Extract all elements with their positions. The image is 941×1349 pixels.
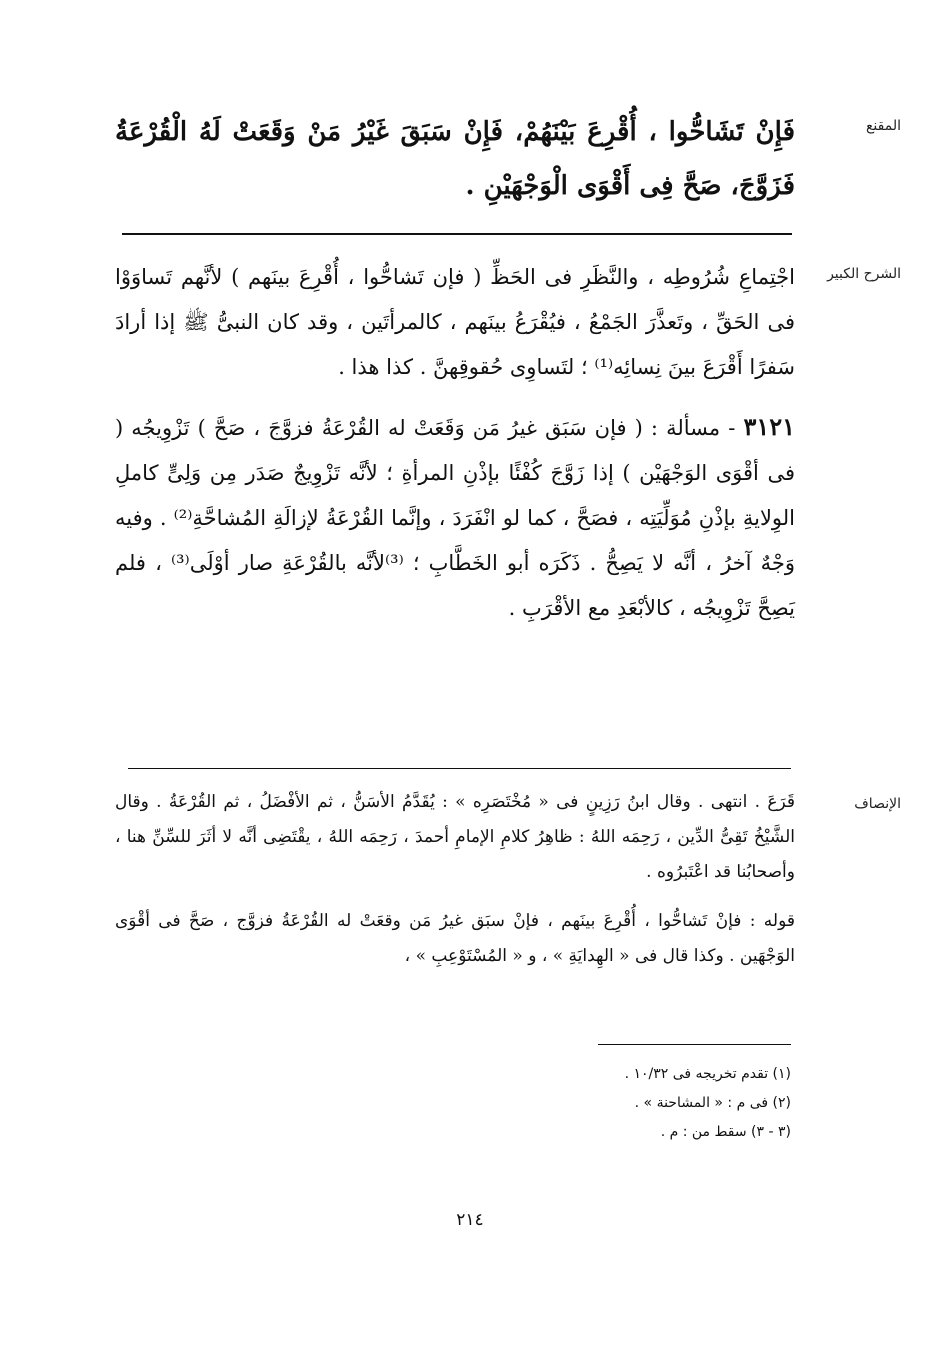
label-insaf: الإنصاف [854,796,901,812]
label-sharh: الشرح الكبير [827,266,901,282]
footnote-divider [598,1044,791,1045]
insaf-section [115,785,795,974]
issue-number: ٣١٢١ [743,412,795,441]
section-divider-thick [122,233,792,235]
sharh-paragraph-2 [115,404,795,631]
muqni-text: فَإِنْ تَشَاحُّوا ، أُقْرِعَ بَيْنَهُمْ، فَإِنْ سَبَقَ غَيْرُ مَنْ وَقَعَتْ لَهُ الْقُرْعَةُ فَزَوَّجَ، صَحَّ فِى أَقْوَى الْوَجْهَيْنِ . [115,117,795,201]
footnotes [391,1060,791,1147]
sharh-section [115,255,795,631]
sharh-paragraph-1: اجْتِماعِ شُرُوطِه ، والنَّظَرِ فى الحَظِّ ( فإن تَشاحُّوا ، أُقْرِعَ بينَهم ) لأنَّهم تَساوَوْا فى الحَقِّ ، وتَعذَّرَ الجَمْعُ ، فيُقْرَعُ بينَهم ، كالمرأتَين ، وقد كان النبىُّ ﷺ إذا أرادَ سَفرًا أَقْرَعَ بينَ نِسائِه⁽¹⁾ ؛ لتَساوِى حُقوقِهنَّ . كذا هذا . [115,265,795,379]
footnote-1: (١) تقدم تخريجه فى ١٠/٣٢ . [624,1066,791,1082]
page-number: ٢١٤ [456,1210,484,1230]
footnote-2: (٢) فى م : « المشاحنة » . [634,1095,791,1111]
insaf-paragraph-1: قَرَعَ . انتهى . وقال ابنُ رَزِينٍ فى « مُخْتَصَرِه » : يُقَدَّمُ الأسَنُّ ، ثم الأفْضَلُ ، ثم القُرْعَةُ . وقال الشَّيْخُ تَقِىُّ الدِّين ، رَحِمَه اللهُ : ظاهِرُ كلامِ الإمامِ أحمدَ ، رَحِمَه اللهُ ، يقْتَضِى أنَّه لا أثَرَ للسِّنِّ هنا ، وأصحابُنا قد اعْتَبرُوه . [115,792,795,882]
issue-text: - مسألة : ( فإن سَبَق غيرُ مَن وَقَعَتْ له القُرْعَةُ فزوَّجَ ، صَحَّ ) تَزْوِيجُه ( فى أقْوَى الوَجْهَيْن ) إذا زَوَّجَ كُفْئًا بإذْنِ المرأةِ ؛ لأنَّه تَزْوِيجٌ صَدَر مِن وَلِىٍّ كاملِ الوِلايةِ بإذْنِ مُوَلِّيَتِه ، فصَحَّ ، كما لو انْفَرَدَ ، وإنَّما القُرْعَةُ لإزالَةِ المُشاحَّةِ⁽²⁾ . وفيه وَجْهٌ آخرُ ، أنَّه لا يَصِحُّ . ذَكَرَه أبو الخَطَّابِ ؛ ⁽³⁾لأنَّه بالقُرْعَةِ صار أوْلَى⁽³⁾ ، فلم يَصِحَّ تَزْوِيجُه ، كالأبْعَدِ مع الأقْرَبِ . [115,416,795,620]
insaf-paragraph-2: قوله : فإنْ تَشاحُّوا ، أُقْرِعَ بينَهم ، فإنْ سبَق غيرُ مَن وقعَتْ له القُرْعَةُ فزوَّج ، صَحَّ فى أقْوَى الوَجْهَين . وكذا قال فى « الهِدايَةِ » ، و « المُسْتَوْعِبِ » ، [115,911,795,966]
footnote-3: (٣ - ٣) سقط من : م . [660,1124,791,1140]
label-muqni: المقنع [865,118,901,134]
section-divider-thin [128,768,791,769]
